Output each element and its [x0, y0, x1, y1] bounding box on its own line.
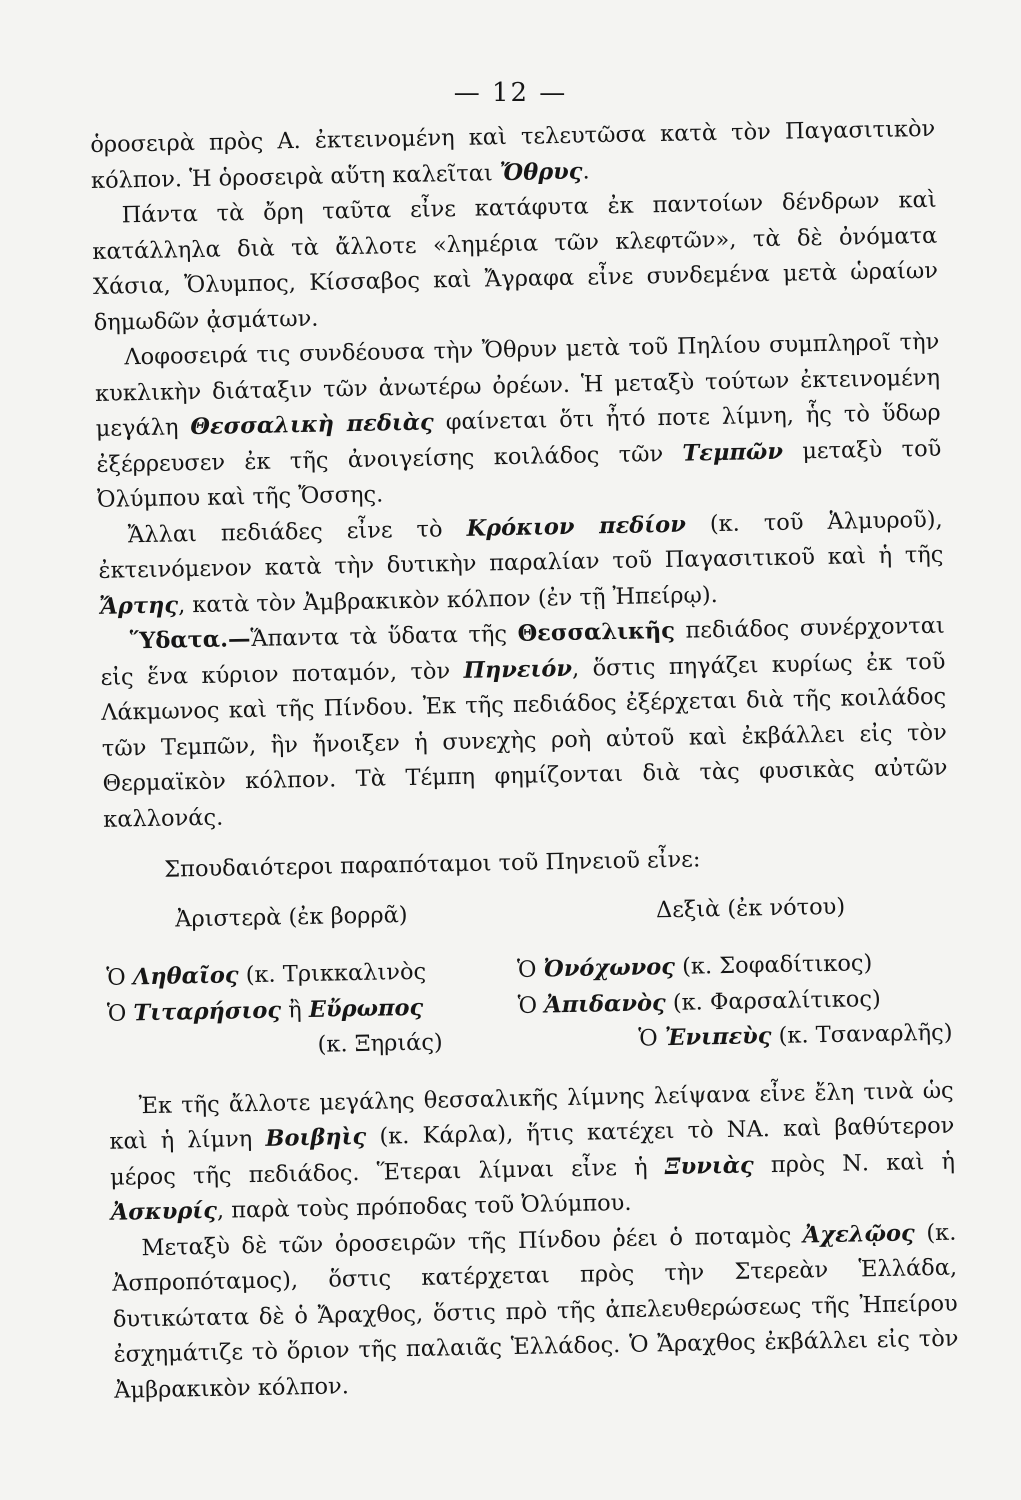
text-span: , παρὰ τοὺς πρόποδας τοῦ Ὀλύμπου.: [216, 1189, 632, 1224]
text-span: .: [582, 157, 590, 185]
river-note-row: (κ. Ξηριάς): [317, 1029, 443, 1058]
text-span: Λοφοσειρά τις συνδέουσα τὴν Ὄθρυν μετὰ τοῦ Πηλίου συμπληροῖ τὴν κυκλικὴν διάταξιν τῶν ἀνωτέρω ὀρέων. Ἡ μεταξὺ τούτων ἐκτεινομένη μεγάλη: [94, 328, 941, 442]
river-name: Ὀνόχωνος: [543, 953, 676, 983]
term-arta: Ἄρτης: [98, 591, 179, 620]
left-tributaries: [105, 896, 489, 1067]
text-span: ἢ: [280, 996, 310, 1023]
article: Ὁ: [638, 1025, 666, 1052]
text-span: (κ. Ἀσπροπόταμος), ὅστις κατέρχεται πρὸς τὴν Στερεὰν Ἑλλάδα, δυτικώτατα δὲ ὁ Ἄραχθος, ὅστις πρὸ τῆς ἀπελευθερώσεως τῆς Ἠπείρου ἐσχημάτιζε τὸ ὅριον τῆς παλαιᾶς Ἑλλάδος. Ὁ Ἄραχθος ἐκβάλλει εἰς τὸν Ἀμβρακικὸν κόλπον.: [111, 1219, 959, 1404]
body-text: [90, 112, 959, 1409]
text-span: Μεταξὺ δὲ τῶν ὀροσειρῶν τῆς Πίνδου ῥέει ὁ ποταμὸς: [141, 1222, 804, 1261]
section-heading-waters: Ὕδατα.—: [129, 626, 251, 655]
paragraph-waters: [100, 609, 949, 838]
article: Ὁ: [516, 956, 544, 983]
term-pineios: Πηνειόν: [463, 655, 573, 684]
term-xynias: Ξυνιὰς: [664, 1151, 754, 1180]
right-tributaries: [486, 887, 953, 1060]
text-span: Ἅπαντα τὰ ὕδατα τῆς: [250, 620, 518, 653]
river-note: (κ. Τσαναρλῆς): [771, 1019, 953, 1050]
term-thessalian-plain: Θεσσαλικὴ πεδιὰς: [190, 409, 434, 441]
paragraph-thessalian-plain: [94, 325, 942, 519]
term-voivis: Βοιβηὶς: [265, 1123, 367, 1152]
term-thessalian: Θεσσαλικῆς: [517, 617, 676, 647]
text-span: (κ. τοῦ Ἁλμυροῦ), ἐκτεινόμενον κατὰ τὴν δυτικὴν παραλίαν τοῦ Παγασιτικοῦ καὶ ἡ τῆς: [98, 506, 944, 584]
text-span: πρὸς Ν. καὶ ἡ: [753, 1148, 956, 1178]
text-span: Ἄλλαι πεδιάδες εἶνε τὸ: [127, 515, 467, 548]
text-span: (κ. Κάρλα), ἥτις κατέχει τὸ ΝΑ. καὶ βαθύτερον μέρος τῆς πεδιάδος. Ἕτεραι λίμναι εἶνε ἡ: [109, 1112, 955, 1191]
paragraph-lakes: [108, 1073, 956, 1231]
term-tempi: Τεμπῶν: [682, 438, 784, 467]
tributaries-intro: Σπουδαιότεροι παραπόταμοι τοῦ Πηνειοῦ εἶνε:: [164, 846, 701, 883]
tributaries-table: [105, 887, 953, 1067]
river-note: (κ. Φαρσαλίτικος): [665, 985, 881, 1016]
paragraph-acheloos: [111, 1215, 959, 1409]
text-span: , κατὰ τὸν Ἀμβρακικὸν κόλπον (ἐν τῇ Ἠπείρῳ).: [177, 581, 719, 618]
term-acheloos: Ἀχελῷος: [802, 1219, 915, 1249]
term-othrys: Ὄθρυς: [499, 158, 583, 186]
article: Ὁ: [517, 991, 545, 1019]
right-header: Δεξιὰ (ἐκ νότου): [655, 893, 846, 923]
river-name: Ληθαῖος: [132, 962, 239, 991]
river-name: Ἀπιδανὸς: [543, 989, 666, 1018]
term-askyris: Ἀσκυρίς: [110, 1197, 218, 1226]
left-header: Ἀριστερὰ (ἐκ βορρᾶ): [174, 901, 408, 933]
text-span: , ὅστις πηγάζει κυρίως ἐκ τοῦ Λάκμωνος καὶ τῆς Πίνδου. Ἐκ τῆς πεδιάδος ἐξέρχεται διὰ τῆς κοιλάδος τῶν Τεμπῶν, ἣν ἤνοιξεν ἡ συνεχὴς ροὴ αὐτοῦ καὶ ἐκβάλλει εἰς τὸν Θερμαϊκὸν κόλπον. Τὰ Τέμπη φημίζονται διὰ τὰς φυσικὰς αὐτῶν καλλονάς.: [100, 648, 948, 833]
term-krokion-plain: Κρόκιον πεδίον: [466, 511, 687, 542]
text-span: ὁροσειρὰ πρὸς Α. ἐκτεινομένη καὶ τελευτῶσα κατὰ τὸν Παγασιτικὸν κόλπον. Ἡ ὁροσειρὰ αὕτη καλεῖται: [90, 115, 936, 194]
river-name: Εὔρωπος: [308, 994, 424, 1023]
text-span: μεταξὺ τοῦ Ὀλύμπου καὶ τῆς Ὄσσης.: [96, 435, 942, 513]
paragraph-other-plains: [97, 502, 944, 625]
article: Ὁ: [106, 964, 134, 991]
river-note: (κ. Σοφαδίτικος): [674, 950, 873, 980]
text-span: πεδιάδος συνέρχονται εἰς ἕνα κύριον ποταμόν, τὸν: [100, 612, 945, 691]
text-span: Ἐκ τῆς ἄλλοτε μεγάλης θεσσαλικῆς λίμνης λείψανα εἶνε ἔλη τινὰ ὡς καὶ ἡ λίμνη: [109, 1077, 954, 1155]
page-number: — 12 —: [453, 78, 568, 108]
article: Ὁ: [106, 999, 134, 1027]
river-note: (κ. Τρικκαλινὸς: [238, 958, 427, 989]
river-name: Τιταρήσιος: [133, 996, 282, 1026]
text-span: φαίνεται ὅτι ἦτό ποτε λίμνη, ἧς τὸ ὕδωρ ἐξέρρευσεν ἐκ τῆς ἀνοιγείσης κοιλάδος τῶν: [96, 399, 941, 478]
paragraph-mountains: Πάντα τὰ ὄρη ταῦτα εἶνε κατάφυτα ἐκ παντοίων δένδρων καὶ κατάλληλα διὰ τὰ ἄλλοτε «λημέρια τῶν κλεφτῶν», τὰ δὲ ὀνόματα Χάσια, Ὄλυμπος, Κίσσαβος καὶ Ἄγραφα εἶνε συνδεμένα μετὰ ὡραίων δημωδῶν ᾀσμάτων.: [92, 186, 939, 336]
river-name: Ἐνιπεὺς: [664, 1023, 772, 1052]
